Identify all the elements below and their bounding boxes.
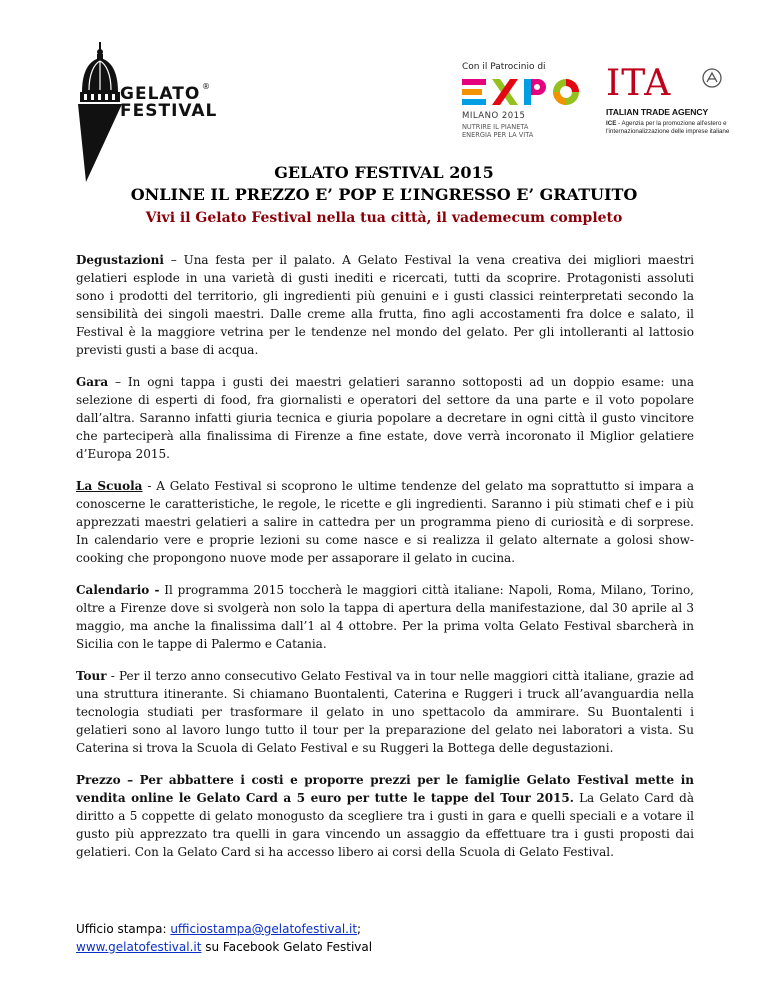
section-title: Calendario - [76, 583, 160, 597]
title-block [60, 162, 708, 228]
press-office-footer [76, 920, 576, 956]
expo-letter-o [553, 79, 579, 105]
footer-line-1 [76, 920, 576, 938]
ita-description [606, 120, 734, 136]
section-title: Prezzo [76, 773, 121, 787]
section-title: Tour [76, 669, 107, 683]
press-email-link[interactable]: ufficiostampa@gelatofestival.it [170, 922, 358, 936]
page-subtitle: Vivi il Gelato Festival nella tua città, il vademecum completo [145, 210, 623, 226]
festival-word: FESTIVAL [120, 101, 218, 121]
article-body [76, 251, 694, 875]
section-text: La Gelato Card dà diritto a 5 coppette di gelato monogusto da scegliere tra i gusti in gara e quelli speciali e a votare il gusto più apprezzato tra quelli in gara vincendo un assaggio da effettuare tra i gusti proposti dai gelatieri. Con la Gelato Card si ha accesso libero ai corsi della Scuola di Gelato Festival. [76, 791, 694, 859]
ita-logo [606, 63, 730, 140]
section-title: Gara [76, 375, 109, 389]
section-text: Il programma 2015 toccherà le maggiori città italiane: Napoli, Roma, Milano, Torino, oltre a Firenze dove si svolgerà non solo la tappa di apertura della manifestazione, dal 30 aprile al 3 maggio, ma anche la finalissima dall’1 al 4 ottobre. Per la prima volta Gelato Festival sbarcherà in Sicilia con le tappe di Palermo e Catania. [76, 583, 694, 651]
expo-2015-logo [462, 62, 580, 139]
ita-agency-name: ITALIAN TRADE AGENCY [606, 107, 709, 117]
section-scuola [76, 477, 694, 567]
ita-desc-bold: ICE [606, 120, 617, 127]
gelato-word: GELATO [120, 84, 201, 104]
expo-letter-p [524, 79, 546, 105]
section-gara [76, 373, 694, 463]
section-prezzo [76, 771, 694, 861]
expo-letter-x [492, 79, 518, 105]
facebook-text: su Facebook Gelato Festival [201, 940, 373, 954]
expo-letters [462, 79, 580, 105]
expo-letter-e [462, 79, 486, 105]
page-headline: ONLINE IL PREZZO E’ POP E L’INGRESSO E’ GRATUITO [130, 185, 638, 204]
patronage-label: Con il Patrocinio di [462, 62, 546, 72]
ita-desc-text: - Agenzia per la promozione all'estero e l'internazionalizzazione delle imprese italiane [606, 120, 730, 135]
footer-label: Ufficio stampa: [76, 922, 171, 936]
section-title: La Scuola [76, 479, 143, 493]
section-text: – Una festa per il palato. A Gelato Festival la vena creativa dei migliori maestri gelatieri esplode in una varietà di gusti inediti e ricercati, tutti da scoprire. Protagonisti assoluti sono i prodotti del territorio, gli ingredienti più genuini e i gusti classici reinterpretati secondo la sensibilità dei singoli maestri. Dalle creme alla frutta, fino agli accostamenti fra dolce e salato, il Festival è la maggiore vetrina per le tendenze nel mondo del gelato. Per gli intolleranti al lattosio previsti gusti a base di acqua. [76, 253, 694, 357]
ita-wordmark: ITA [606, 63, 672, 104]
expo-tagline-2: ENERGIA PER LA VITA [462, 130, 534, 139]
section-calendario [76, 581, 694, 653]
footer-separator: ; [357, 922, 362, 936]
website-link[interactable]: www.gelatofestival.it [76, 940, 202, 954]
expo-tagline [462, 124, 533, 139]
footer-line-2 [76, 938, 576, 956]
section-title: Degustazioni [76, 253, 164, 267]
expo-tagline-1: NUTRIRE IL PIANETA [462, 123, 529, 131]
section-bold-text: – Per abbattere i costi e proporre prezzi per le famiglie Gelato Festival mette in vendita online le Gelato Card a 5 euro per tutte le tappe del Tour 2015. [76, 773, 694, 805]
section-text: - Per il terzo anno consecutivo Gelato Festival va in tour nelle maggiori città italiane, grazie ad una struttura itinerante. Si chiamano Buontalenti, Caterina e Ruggeri i truck all’avanguardia nella tecnologia studiati per trasformare il gelato in uno spettacolo da ammirare. Su Buontalenti i gelatieri sono al lavoro lungo tutto il tour per la preparazione del gelato nei laboratori a vista. Su Caterina si trova la Scuola di Gelato Festival e su Ruggeri la Bottega delle degustazioni. [76, 669, 694, 755]
section-degustazioni [76, 251, 694, 359]
section-text: – In ogni tappa i gusti dei maestri gelatieri saranno sottoposti ad un doppio esame: una selezione di esperti di food, fra giornalisti e operatori del settore da una parte e il voto popolare dall’altra. Saranno infatti giuria tecnica e giuria popolare a decretare in ogni città il gusto vincitore che parteciperà alla finalissima di Firenze a fine estate, dove verrà incoronato il Miglior gelatiere d’Europa 2015. [76, 375, 694, 461]
section-tour [76, 667, 694, 757]
registered-mark: ® [202, 82, 210, 91]
section-text: - A Gelato Festival si scoprono le ultime tendenze del gelato ma soprattutto si impara a conoscerne le caratteristiche, le regole, le ricette e gli ingredienti. Saranno i più stimati chef e i più apprezzati maestri gelatieri a salire in cattedra per un programma pieno di curiosità e di sorprese. In calendario vere e proprie lezioni su come nasce e si realizza il gelato alternate a golosi show-cooking che propongono nuove mode per assaporare il gelato in cucina. [76, 479, 694, 565]
page-title: GELATO FESTIVAL 2015 [274, 163, 494, 182]
expo-city: MILANO 2015 [462, 111, 526, 121]
ita-emblem-icon [702, 68, 722, 88]
